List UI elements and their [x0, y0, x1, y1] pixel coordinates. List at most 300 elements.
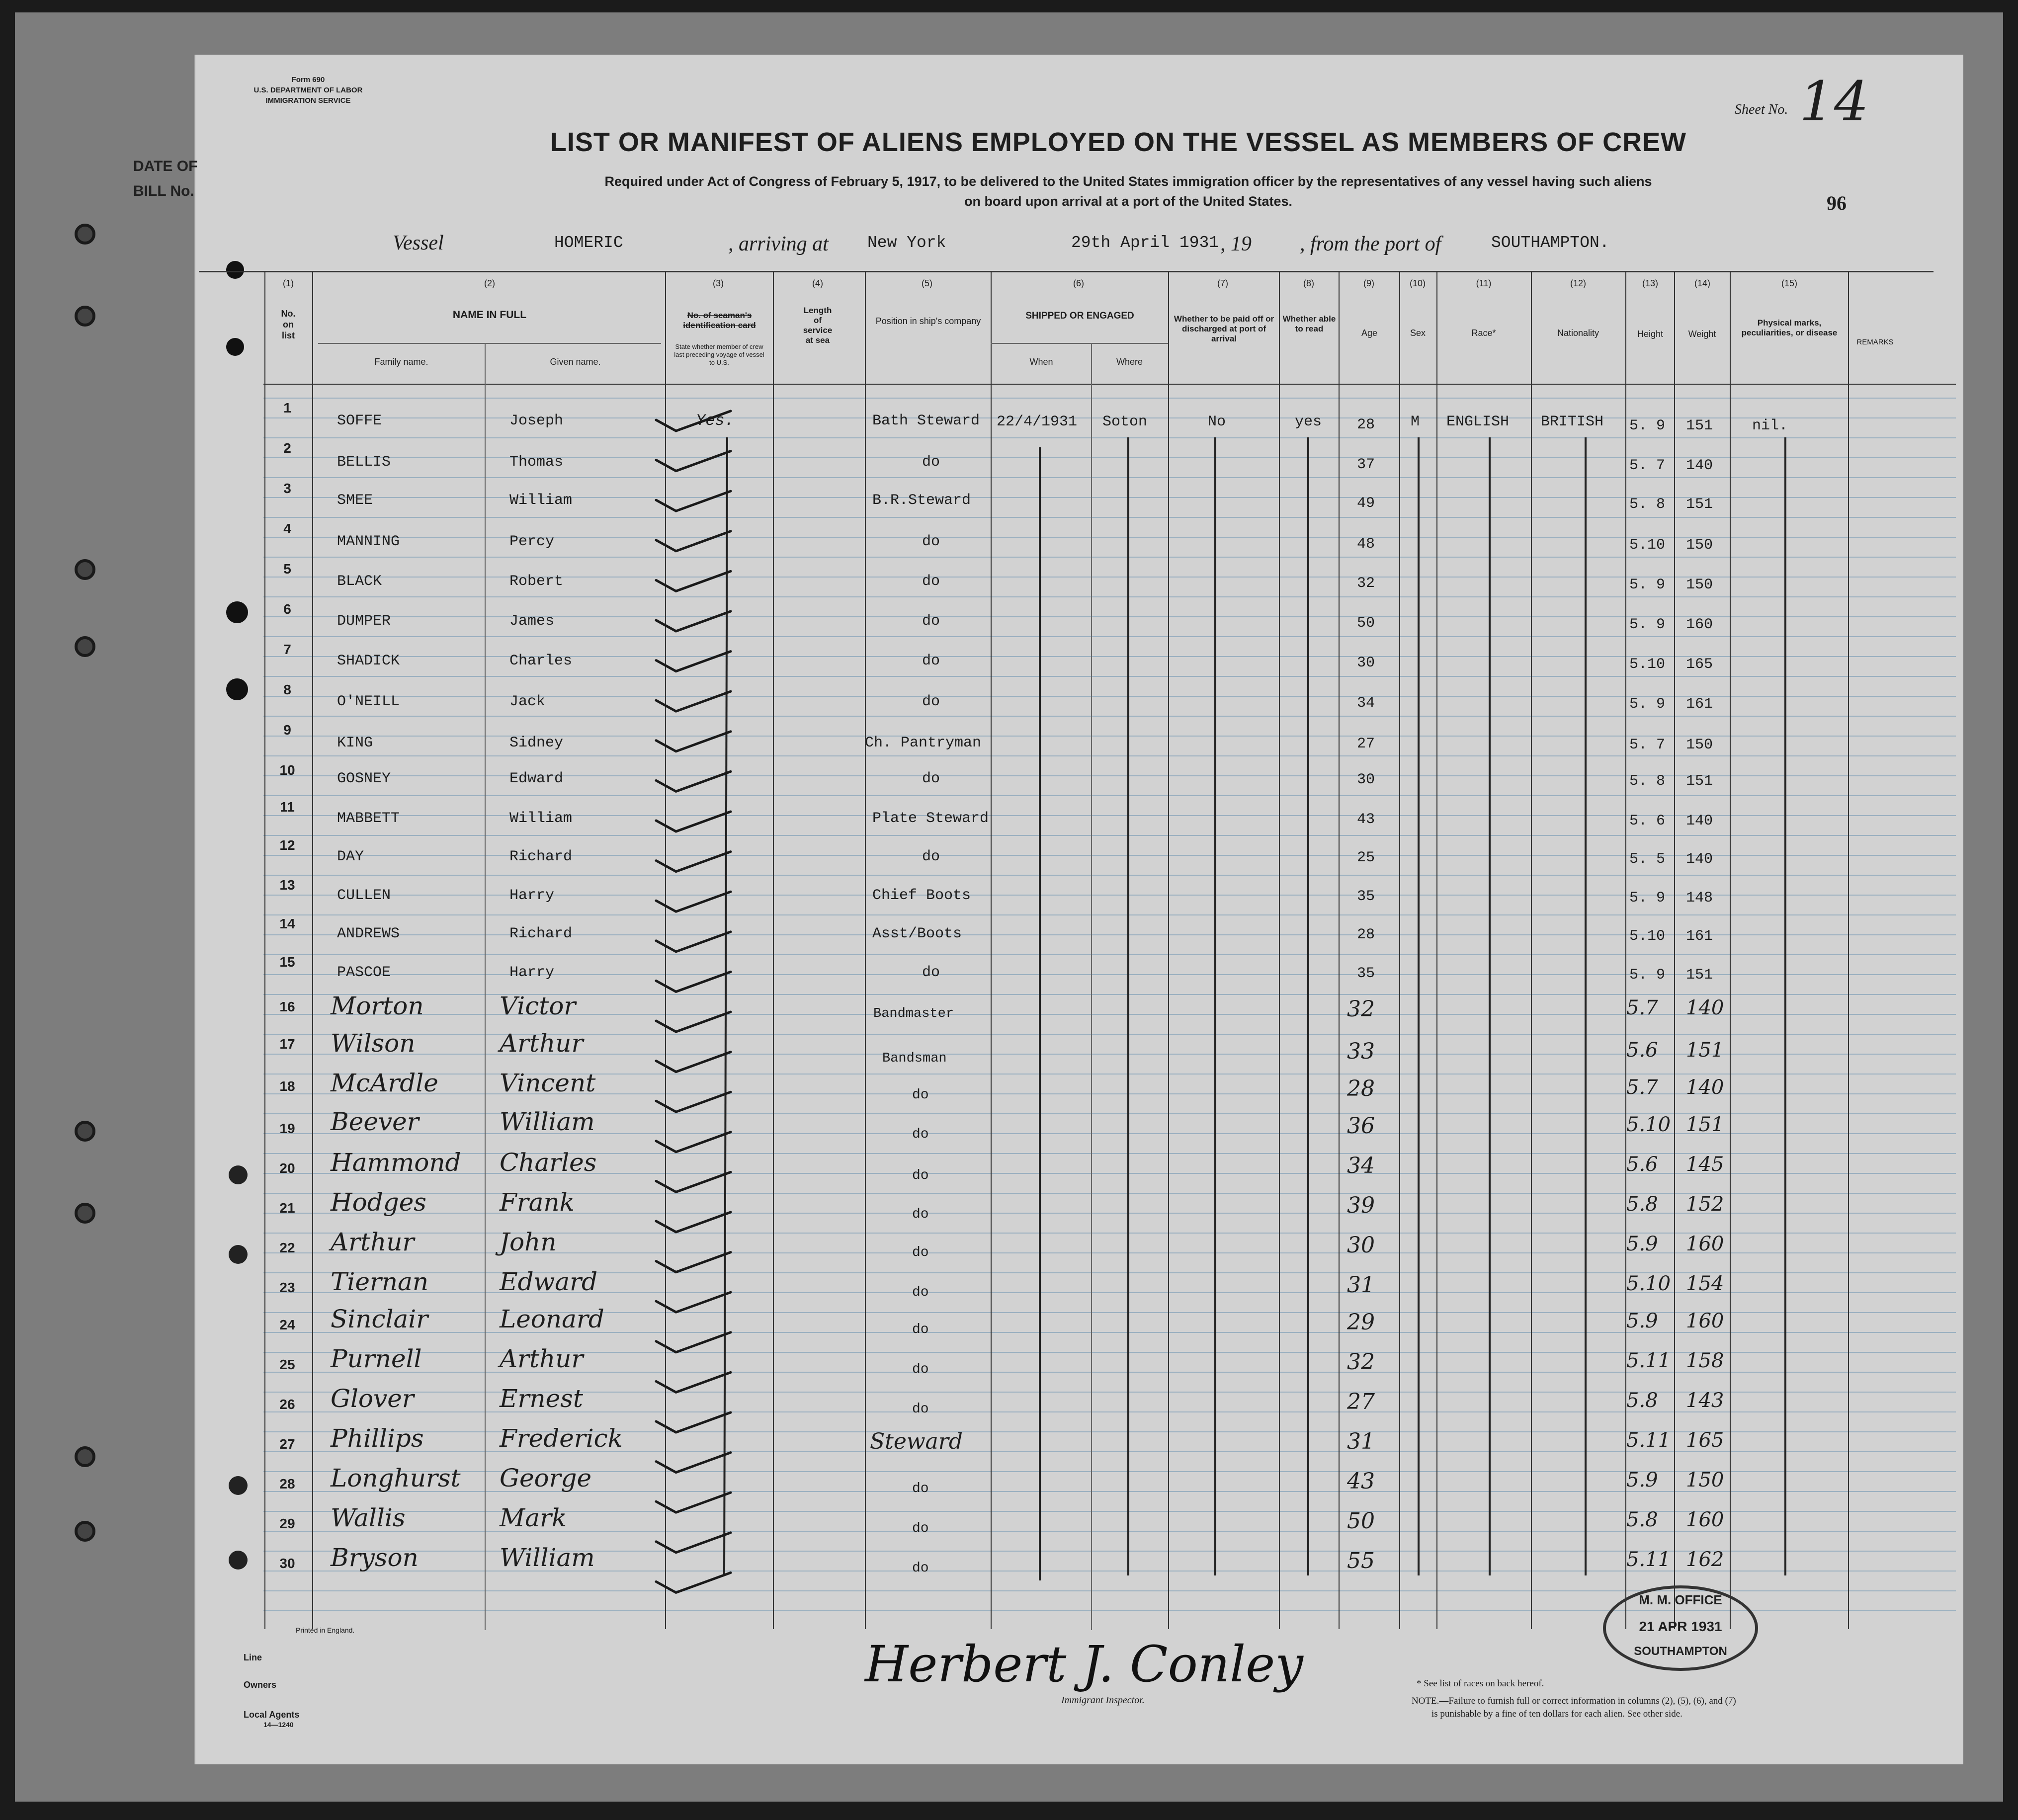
position: do	[912, 1087, 929, 1103]
given-name: Joseph	[509, 413, 564, 429]
height: 5.7	[1626, 1076, 1658, 1099]
weight: 145	[1686, 1153, 1724, 1176]
weight: 151	[1686, 1113, 1724, 1136]
age: 32	[1357, 575, 1375, 592]
weight: 140	[1686, 851, 1713, 868]
checkmark-icon	[656, 1372, 731, 1392]
row-number: 1	[283, 400, 291, 415]
row-number: 6	[283, 601, 291, 617]
checkmark-icon	[656, 1332, 731, 1352]
given-name: William	[500, 1543, 595, 1572]
position: do	[912, 1322, 929, 1337]
height: 5. 9	[1629, 890, 1666, 907]
family-name: SHADICK	[337, 653, 400, 669]
weight: 140	[1686, 1076, 1724, 1099]
family-name: Longhurst	[331, 1464, 461, 1492]
weight: 160	[1686, 616, 1713, 633]
col-num-15: (15)	[1781, 278, 1797, 288]
height: 5.7	[1626, 996, 1658, 1019]
arrival-date: 29th April 1931	[1071, 234, 1219, 252]
position: do	[922, 613, 940, 630]
row-number: 8	[283, 682, 291, 697]
family-name: Glover	[331, 1384, 414, 1413]
given-name: Arthur	[500, 1029, 584, 1058]
age: 30	[1357, 771, 1375, 788]
sheet-code: 96	[1827, 192, 1847, 214]
height: 5.8	[1626, 1389, 1658, 1412]
page-title: LIST OR MANIFEST OF ALIENS EMPLOYED ON THE VESSEL AS MEMBERS OF CREW	[550, 127, 1687, 157]
col-num-13: (13)	[1642, 278, 1658, 288]
col-num-4: (4)	[812, 278, 823, 288]
family-name: Hodges	[331, 1188, 426, 1217]
position: Steward	[870, 1429, 963, 1454]
height: 5.11	[1626, 1548, 1671, 1571]
age: 43	[1357, 811, 1375, 828]
checkmark-icon	[656, 1172, 731, 1192]
given-name: Frederick	[500, 1424, 623, 1453]
checkmark-icon	[656, 1092, 731, 1112]
age: 37	[1357, 456, 1375, 473]
height: 5.10	[1629, 537, 1666, 554]
inspector-signature: Herbert J. Conley	[865, 1635, 1303, 1693]
height: 5. 9	[1629, 616, 1666, 633]
vessel-name: HOMERIC	[554, 234, 623, 252]
age: 27	[1347, 1389, 1375, 1414]
position: Chief Boots	[872, 887, 971, 904]
given-name: Charles	[500, 1148, 597, 1177]
age: 32	[1347, 1349, 1375, 1375]
col-num-7: (7)	[1217, 278, 1228, 288]
col-physical-marks: Physical marks, peculiarities, or disease	[1741, 318, 1838, 337]
weight: 148	[1686, 890, 1713, 907]
position: do	[912, 1402, 929, 1417]
age: 39	[1347, 1193, 1375, 1218]
weight: 140	[1686, 996, 1724, 1019]
row1-paid-off: No	[1208, 414, 1226, 430]
weight: 150	[1686, 577, 1713, 593]
given-name: Sidney	[509, 735, 564, 751]
family-name: Purnell	[331, 1344, 422, 1373]
inspector-label: Immigrant Inspector.	[1061, 1695, 1145, 1706]
age: 48	[1357, 536, 1375, 553]
family-name: DAY	[337, 848, 364, 865]
height: 5.6	[1626, 1153, 1658, 1176]
row-number: 28	[279, 1476, 295, 1491]
departure-port: SOUTHAMPTON.	[1491, 234, 1609, 252]
row-number: 18	[279, 1078, 295, 1094]
col-num-14: (14)	[1694, 278, 1710, 288]
checkmark-icon	[656, 531, 731, 551]
arrival-port: New York	[867, 234, 946, 252]
row1-when: 22/4/1931	[997, 414, 1078, 430]
row-number: 20	[279, 1160, 295, 1176]
printed-in-label: Printed in England.	[296, 1626, 355, 1634]
row1-previous-voyage: Yes.	[696, 412, 734, 430]
col-num-1: (1)	[283, 278, 294, 288]
row-number: 14	[279, 916, 295, 931]
given-name: William	[500, 1107, 595, 1136]
age: 34	[1347, 1153, 1375, 1178]
family-name: SOFFE	[337, 413, 382, 429]
col-num-12: (12)	[1570, 278, 1586, 288]
height: 5. 7	[1629, 737, 1666, 753]
owners-label: Owners	[244, 1680, 277, 1690]
given-name: Harry	[509, 964, 555, 981]
row-number: 16	[279, 999, 295, 1014]
col-remarks: REMARKS	[1856, 338, 1894, 346]
given-name: Arthur	[500, 1344, 584, 1373]
office-stamp	[1603, 1585, 1758, 1671]
checkmark-icon	[656, 1453, 731, 1473]
height: 5.11	[1626, 1349, 1671, 1372]
col-sex: Sex	[1410, 328, 1426, 338]
weight: 162	[1686, 1548, 1724, 1571]
family-name: Tiernan	[331, 1267, 429, 1296]
weight: 150	[1686, 737, 1713, 753]
age: 55	[1347, 1548, 1375, 1573]
service-name: IMMIGRATION SERVICE	[265, 96, 351, 105]
given-name: James	[509, 613, 555, 630]
age: 32	[1347, 996, 1375, 1022]
subtitle-line-1: Required under Act of Congress of February 5, 1917, to be delivered to the United States immigration officer by the representatives of any vessel having such aliens	[604, 174, 1652, 189]
position: Bath Steward	[872, 413, 980, 429]
height: 5. 8	[1629, 496, 1666, 513]
family-name: MABBETT	[337, 810, 400, 827]
col-id-card-struck: No. of seaman's identification card	[683, 311, 756, 330]
height: 5.10	[1626, 1272, 1671, 1295]
checkmark-icon	[656, 972, 731, 992]
weight: 150	[1686, 537, 1713, 554]
family-name: PASCOE	[337, 964, 391, 981]
position: do	[922, 964, 940, 981]
position: do	[922, 848, 940, 865]
age: 28	[1357, 416, 1375, 433]
age: 28	[1357, 926, 1375, 943]
height: 5.8	[1626, 1508, 1658, 1531]
checkmark-icon	[656, 652, 731, 671]
row-number: 26	[279, 1397, 295, 1412]
col-race: Race*	[1471, 328, 1496, 338]
col-weight: Weight	[1688, 329, 1716, 339]
age: 49	[1357, 495, 1375, 512]
col-able-to-read: Whether able to read	[1282, 314, 1336, 333]
row-number: 24	[279, 1317, 295, 1332]
checkmark-icon	[656, 1132, 731, 1152]
position: do	[912, 1127, 929, 1142]
height: 5. 5	[1629, 851, 1666, 868]
col-name-in-full: NAME IN FULL	[452, 309, 527, 321]
height: 5.10	[1626, 1113, 1671, 1136]
position: Bandmaster	[873, 1006, 954, 1021]
height: 5. 9	[1629, 417, 1666, 434]
given-name: Mark	[500, 1503, 567, 1532]
weight: 161	[1686, 928, 1713, 945]
col-shipped-engaged: SHIPPED OR ENGAGED	[1025, 311, 1134, 321]
sheet-number: 14	[1799, 70, 1869, 133]
penalty-note: NOTE.—Failure to furnish full or correct information in columns (2), (5), (6), and (7)	[1412, 1696, 1736, 1706]
row-number: 22	[279, 1240, 295, 1255]
col-num-3: (3)	[713, 278, 724, 288]
age: 34	[1357, 695, 1375, 712]
row1-race: ENGLISH	[1446, 414, 1510, 430]
row-number: 2	[283, 440, 291, 456]
row-number: 15	[279, 954, 295, 970]
given-name: Thomas	[509, 454, 564, 471]
row-number: 21	[279, 1200, 295, 1216]
given-name: Frank	[500, 1188, 575, 1217]
age: 36	[1347, 1113, 1375, 1139]
given-name: Jack	[509, 693, 546, 710]
weight: 160	[1686, 1310, 1724, 1332]
weight: 151	[1686, 967, 1713, 984]
age: 50	[1347, 1508, 1375, 1534]
subtitle-line-2: on board upon arrival at a port of the United States.	[964, 194, 1293, 209]
row-number: 10	[279, 762, 295, 778]
col-when: When	[1029, 357, 1053, 367]
col-age: Age	[1361, 328, 1378, 338]
given-name: Percy	[509, 533, 555, 550]
checkmark-icon	[656, 892, 731, 911]
family-name: Wallis	[331, 1503, 406, 1532]
row-number: 29	[279, 1516, 295, 1531]
weight: 151	[1686, 496, 1713, 513]
height: 5.10	[1629, 928, 1666, 945]
age: 25	[1357, 849, 1375, 866]
age: 28	[1347, 1076, 1375, 1101]
department-name: U.S. DEPARTMENT OF LABOR	[253, 86, 363, 94]
height: 5. 8	[1629, 773, 1666, 790]
position: do	[912, 1285, 929, 1300]
line-label: Line	[244, 1653, 262, 1662]
position: Bandsman	[882, 1051, 947, 1066]
family-name: McArdle	[331, 1069, 438, 1097]
checkmark-icon	[656, 1012, 731, 1032]
row-number: 4	[283, 521, 291, 536]
given-name: Edward	[500, 1267, 598, 1296]
position: do	[912, 1245, 929, 1260]
age: 29	[1347, 1310, 1375, 1335]
family-name: MANNING	[337, 533, 400, 550]
age: 30	[1347, 1233, 1375, 1258]
family-name: Beever	[331, 1107, 419, 1136]
height: 5.9	[1626, 1233, 1658, 1255]
weight: 143	[1686, 1389, 1724, 1412]
position: Plate Steward	[872, 810, 989, 827]
family-name: Morton	[331, 992, 424, 1020]
weight: 158	[1686, 1349, 1724, 1372]
weight: 165	[1686, 656, 1713, 673]
checkmark-icon	[656, 1572, 731, 1592]
col-length-of-service: Length of service at sea	[803, 306, 833, 345]
height: 5. 9	[1629, 696, 1666, 713]
col-given-name: Given name.	[550, 357, 601, 367]
col-position: Position in ship's company	[875, 316, 981, 326]
age: 50	[1357, 615, 1375, 632]
penalty-note-2: is punishable by a fine of ten dollars for each alien. See other side.	[1431, 1709, 1682, 1719]
given-name: George	[500, 1464, 592, 1492]
row1-able-to-read: yes	[1295, 414, 1322, 430]
given-name: Richard	[509, 925, 573, 942]
height: 5.6	[1626, 1039, 1658, 1062]
height: 5.9	[1626, 1469, 1658, 1491]
row1-physical-marks: nil.	[1752, 417, 1788, 434]
family-name: Bryson	[331, 1543, 419, 1572]
checkmark-icon	[656, 691, 731, 711]
checkmark-icon	[656, 1533, 731, 1553]
position: do	[912, 1481, 929, 1496]
weight: 151	[1686, 773, 1713, 790]
weight: 151	[1686, 417, 1713, 434]
checkmark-icon	[656, 1412, 731, 1432]
stamp-date: 21 APR 1931	[1639, 1619, 1722, 1634]
row-number: 12	[279, 837, 295, 853]
family-name: GOSNEY	[337, 770, 391, 787]
height: 5.11	[1626, 1429, 1671, 1452]
weight: 150	[1686, 1469, 1724, 1491]
checkmark-icon	[656, 1212, 731, 1232]
position: Ch. Pantryman	[865, 735, 982, 751]
row-number: 7	[283, 642, 291, 657]
position: B.R.Steward	[872, 492, 971, 509]
age: 27	[1357, 736, 1375, 752]
col-num-6: (6)	[1073, 278, 1084, 288]
col-height: Height	[1637, 329, 1664, 339]
row1-where: Soton	[1102, 414, 1148, 430]
checkmark-icon	[656, 732, 731, 751]
col-num-2: (2)	[484, 278, 495, 288]
height: 5. 7	[1629, 457, 1666, 474]
height: 5.9	[1626, 1310, 1658, 1332]
year-label: , 19	[1220, 233, 1252, 255]
col-family-name: Family name.	[374, 357, 428, 367]
given-name: Victor	[500, 992, 576, 1020]
height: 5. 6	[1629, 813, 1666, 829]
family-name: Hammond	[331, 1148, 461, 1177]
row-number: 19	[279, 1121, 295, 1136]
row-number: 25	[279, 1357, 295, 1372]
position: do	[912, 1561, 929, 1576]
row-number: 27	[279, 1436, 295, 1452]
weight: 160	[1686, 1508, 1724, 1531]
height: 5. 9	[1629, 577, 1666, 593]
given-name: Leonard	[500, 1305, 604, 1333]
weight: 152	[1686, 1193, 1724, 1216]
age: 30	[1357, 655, 1375, 671]
col-nationality: Nationality	[1557, 328, 1599, 338]
col-where: Where	[1116, 357, 1143, 367]
weight: 154	[1686, 1272, 1724, 1295]
position: do	[922, 693, 940, 710]
checkmark-icon	[656, 771, 731, 791]
row-number: 9	[283, 722, 291, 738]
given-name: Richard	[509, 848, 573, 865]
given-name: Charles	[509, 653, 573, 669]
weight: 161	[1686, 696, 1713, 713]
given-name: Edward	[509, 770, 564, 787]
col-num-5: (5)	[922, 278, 932, 288]
weight: 151	[1686, 1039, 1724, 1062]
given-name: Harry	[509, 887, 555, 904]
checkmark-icon	[656, 491, 731, 511]
age: 35	[1357, 965, 1375, 982]
row-number: 5	[283, 561, 291, 577]
row1-nationality: BRITISH	[1541, 414, 1604, 430]
position: do	[912, 1362, 929, 1377]
position: do	[912, 1207, 929, 1222]
family-name: Arthur	[331, 1228, 415, 1256]
row-number: 11	[280, 799, 295, 815]
row1-sex: M	[1411, 414, 1420, 430]
checkmark-icon	[656, 1252, 731, 1272]
checkmark-icon	[656, 1052, 731, 1072]
age: 31	[1347, 1429, 1375, 1454]
sheet-number-label: Sheet No.	[1735, 102, 1788, 117]
col-num-11: (11)	[1476, 278, 1492, 288]
margin-date-label: DATE OF	[133, 158, 198, 174]
position: do	[922, 573, 940, 590]
position: do	[912, 1168, 929, 1183]
stamp-location: SOUTHAMPTON	[1634, 1645, 1727, 1658]
col-num-8: (8)	[1303, 278, 1314, 288]
col-num-10: (10)	[1409, 278, 1426, 288]
position: Asst/Boots	[872, 925, 962, 942]
col-num-9: (9)	[1363, 278, 1374, 288]
age: 43	[1347, 1469, 1375, 1494]
weight: 140	[1686, 813, 1713, 829]
row-number: 30	[279, 1556, 295, 1571]
family-name: Sinclair	[331, 1305, 428, 1333]
family-name: O'NEILL	[337, 693, 400, 710]
checkmark-icon	[656, 852, 731, 872]
given-name: Ernest	[500, 1384, 583, 1413]
arriving-label: , arriving at	[728, 233, 829, 255]
agents-label: Local Agents	[244, 1710, 300, 1720]
checkmark-icon	[656, 451, 731, 471]
row-number: 17	[279, 1036, 295, 1052]
given-name: Vincent	[500, 1069, 596, 1097]
col-no-on-list: No. on list	[281, 309, 296, 340]
margin-bill-label: BILL No.	[133, 183, 194, 199]
checkmark-icon	[656, 411, 731, 431]
row-number: 13	[279, 877, 295, 893]
family-name: CULLEN	[337, 887, 391, 904]
position: do	[912, 1521, 929, 1536]
checkmark-icon	[656, 1292, 731, 1312]
age: 35	[1357, 888, 1375, 905]
checkmark-icon	[656, 571, 731, 591]
col-previous-voyage: State whether member of crew last preceding voyage of vessel to U.S.	[674, 343, 764, 366]
family-name: SMEE	[337, 492, 373, 509]
position: do	[922, 653, 940, 669]
weight: 165	[1686, 1429, 1724, 1452]
height: 5. 9	[1629, 967, 1666, 984]
family-name: BLACK	[337, 573, 382, 590]
weight: 140	[1686, 457, 1713, 474]
row-number: 3	[283, 481, 291, 496]
position: do	[922, 533, 940, 550]
given-name: William	[509, 810, 573, 827]
height: 5.8	[1626, 1193, 1658, 1216]
checkmark-icon	[656, 611, 731, 631]
races-note: * See list of races on back hereof.	[1417, 1678, 1544, 1689]
agents-code: 14—1240	[263, 1721, 294, 1729]
row-number: 23	[279, 1280, 295, 1295]
stamp-office: M. M. OFFICE	[1639, 1592, 1722, 1607]
col-paid-off: Whether to be paid off or discharged at port of arrival	[1174, 314, 1274, 343]
age: 31	[1347, 1272, 1375, 1298]
height: 5.10	[1629, 656, 1666, 673]
checkmark-icon	[656, 1492, 731, 1512]
